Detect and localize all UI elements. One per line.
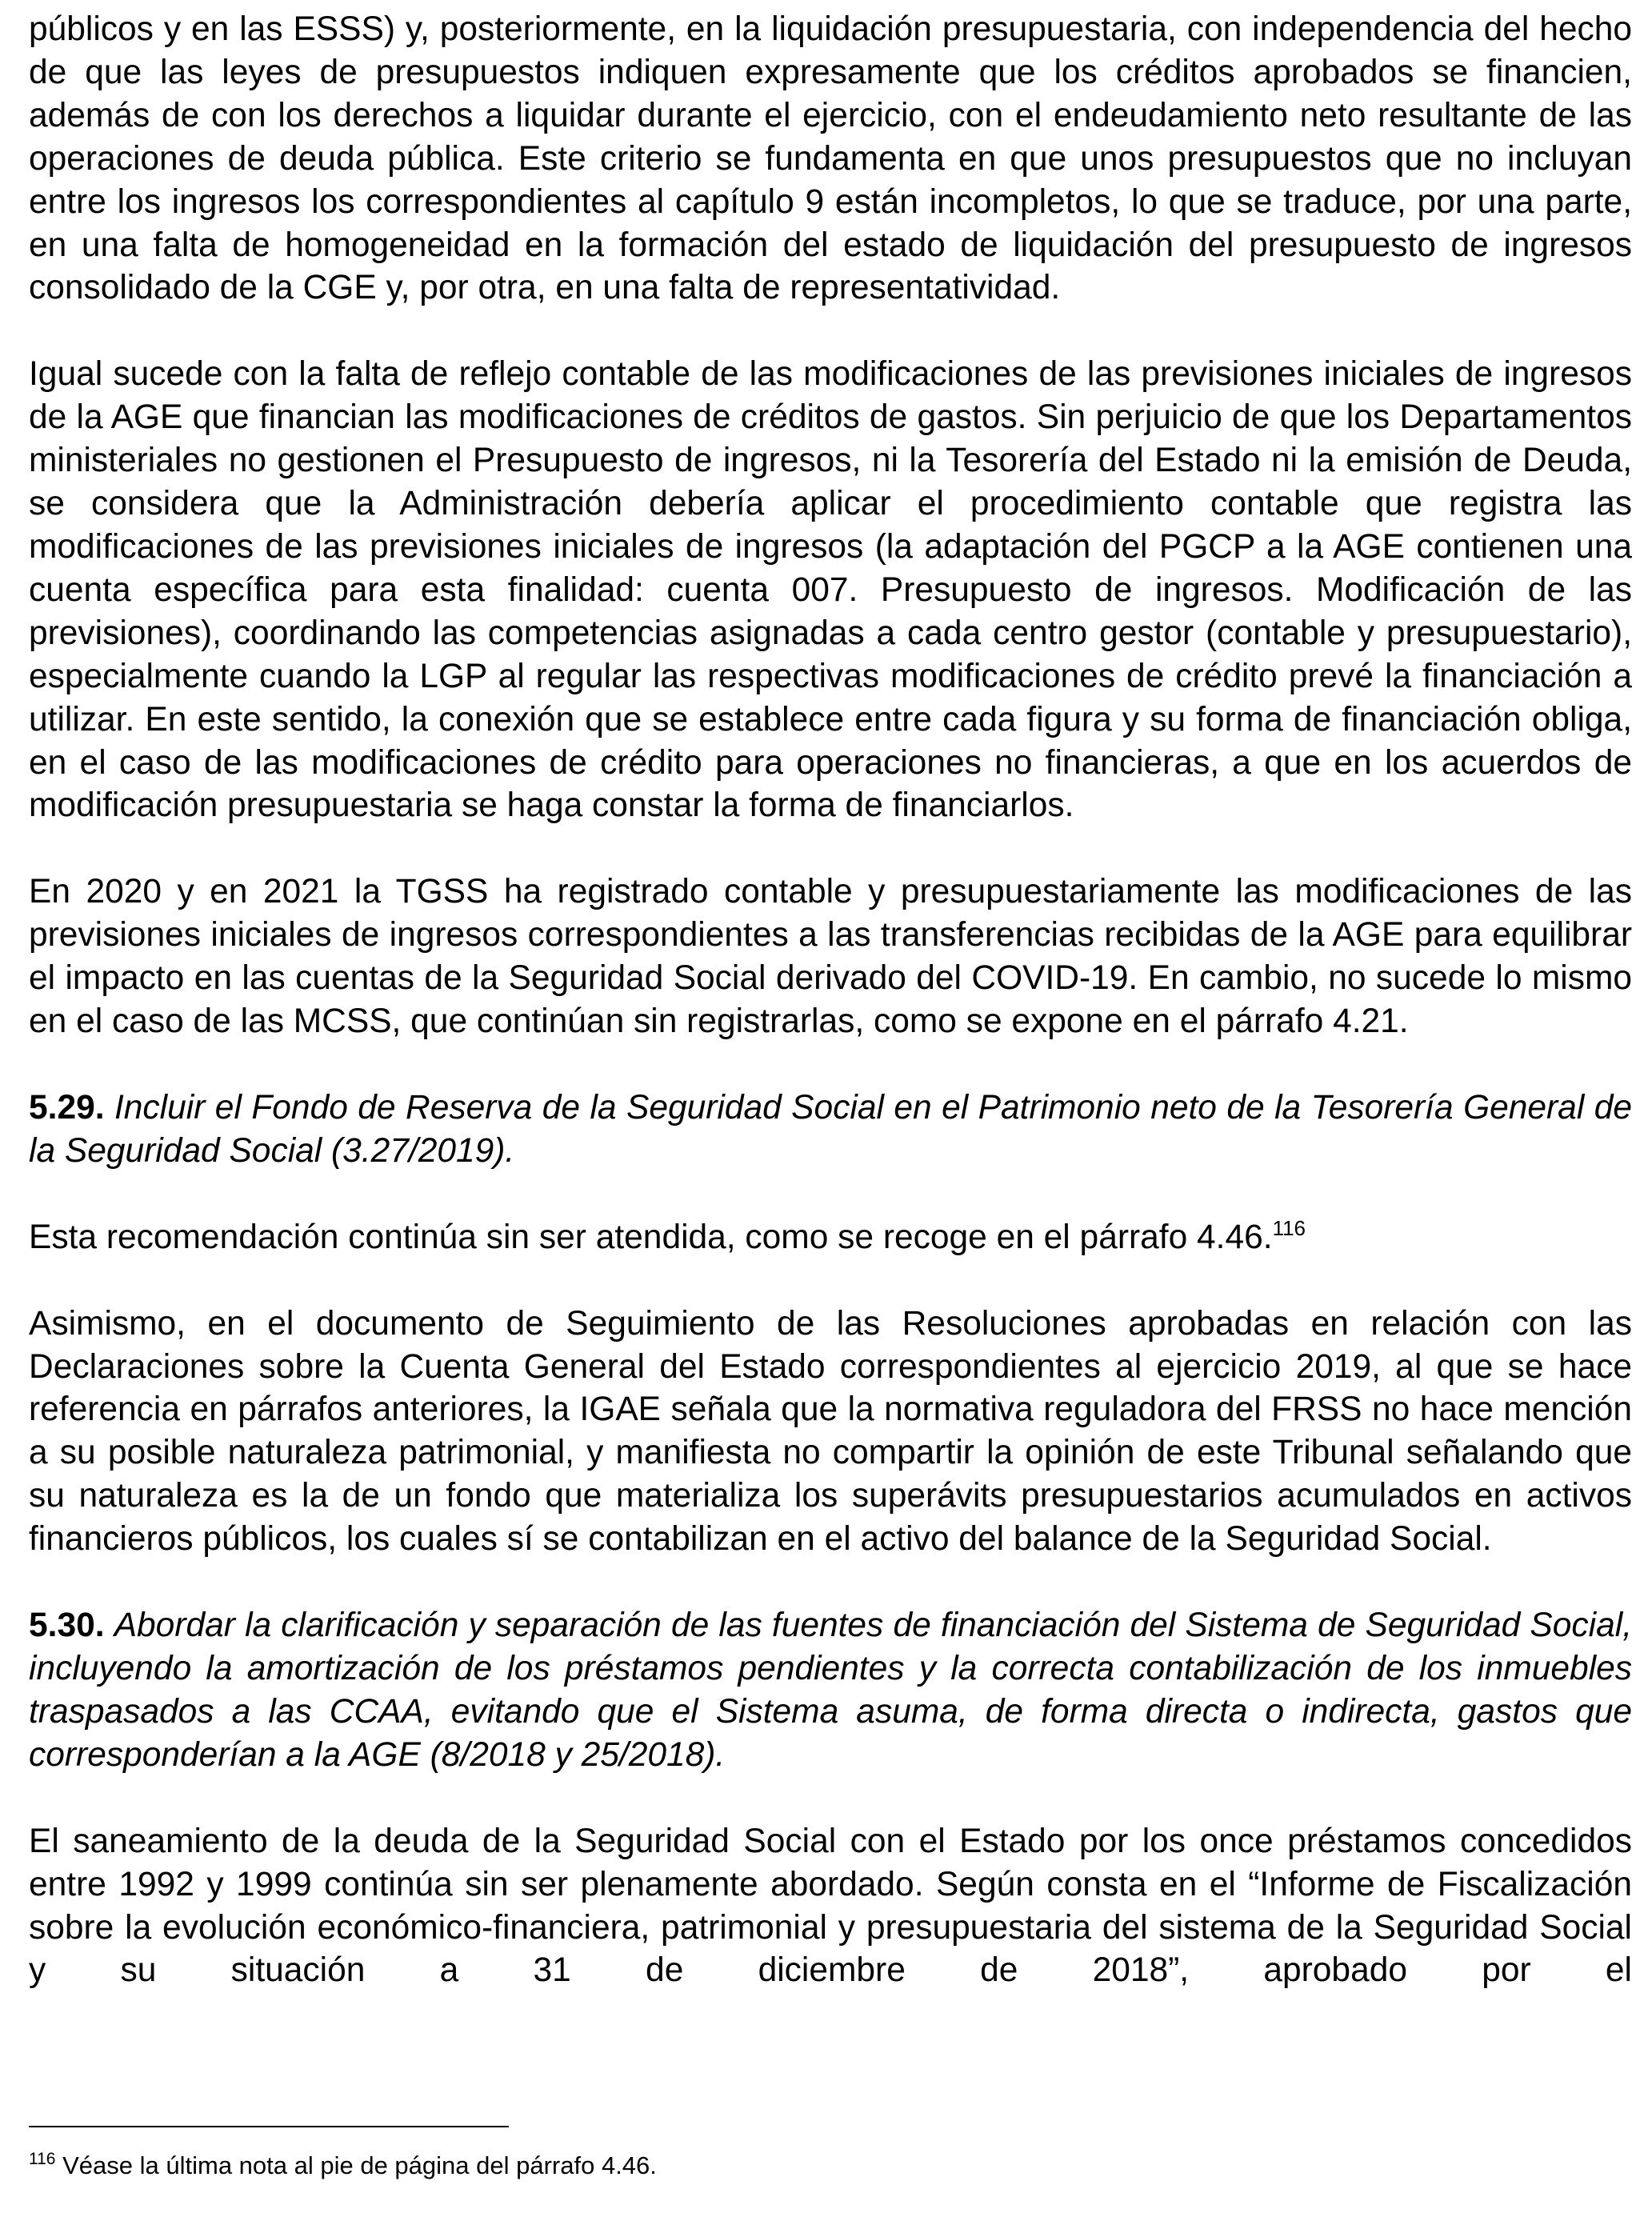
recommendation-number: 5.30. xyxy=(29,1607,105,1645)
footnote-reference[interactable]: 116 xyxy=(1272,1215,1306,1240)
paragraph-debt-restructuring: El saneamiento de la deuda de la Seguridad Social con el Estado por los once préstamos concedidos entre 1992 y 1999 continúa sin ser plenamente abordado. Según consta en el “Informe de Fiscalización sobre la evolución económico-financiera, patrimonial y presupuestaria del sistema de la Seguridad Social y su situación a 31 de diciembre de 2018”, aprobado por el xyxy=(29,1822,1632,1990)
footnote-116 xyxy=(29,2151,657,2181)
paragraph-recommendation-status xyxy=(29,1216,1632,1259)
recommendation-text: Abordar la clarificación y separación de las fuentes de financiación del Sistema de Seguridad Social, incluyendo la amortización de los préstamos pendientes y la correcta contabilización de los inmuebles traspasados a las CCAA, evitando que el Sistema asuma, de forma directa o indirecta, gastos que corresponderían a la AGE (8/2018 y 25/2018). xyxy=(29,1607,1632,1774)
paragraph-tgss-2020-2021: En 2020 y en 2021 la TGSS ha registrado contable y presupuestariamente las modificaciones de las previsiones iniciales de ingresos correspondientes a las transferencias recibidas de la AGE para equilibrar el impacto en las cuentas de la Seguridad Social derivado del COVID-19. En cambio, no sucede lo mismo en el caso de las MCSS, que continúan sin registrarlas, como se expone en el párrafo 4.21. xyxy=(29,873,1632,1041)
paragraph-text: Esta recomendación continúa sin ser atendida, como se recoge en el párrafo 4.46. xyxy=(29,1218,1273,1256)
recommendation-number: 5.29. xyxy=(29,1088,105,1127)
recommendation-5-30 xyxy=(29,1604,1632,1777)
recommendation-text: Incluir el Fondo de Reserva de la Seguridad Social en el Patrimonio neto de la Tesorería General de la Seguridad Social (3.27/2019). xyxy=(29,1088,1632,1170)
paragraph-budget-criterion: públicos y en las ESSS) y, posteriormente, en la liquidación presupuestaria, con independencia del hecho de que las leyes de presupuestos indiquen expresamente que los créditos aprobados se financien, además de con los derechos a liquidar durante el ejercicio, con el endeudamiento neto resultante de las operaciones de deuda pública. Este criterio se fundamenta en que unos presupuestos que no incluyan entre los ingresos los correspondientes al capítulo 9 están incompletos, lo que se traduce, por una parte, en una falta de homogeneidad en la formación del estado de liquidación del presupuesto de ingresos consolidado de la CGE y, por otra, en una falta de representatividad. xyxy=(29,10,1632,307)
recommendation-5-29 xyxy=(29,1086,1632,1173)
footnote-number: 116 xyxy=(29,2150,56,2168)
document-body xyxy=(29,8,1632,2035)
footnote-text: Véase la última nota al pie de página del párrafo 4.46. xyxy=(62,2151,657,2179)
footnote-divider xyxy=(29,2126,509,2127)
paragraph-igae-opinion: Asimismo, en el documento de Seguimiento de las Resoluciones aprobadas en relación con las Declaraciones sobre la Cuenta General del Estado correspondientes al ejercicio 2019, al que se hace referencia en párrafos anteriores, la IGAE señala que la normativa reguladora del FRSS no hace mención a su posible naturaleza patrimonial, y manifiesta no compartir la opinión de este Tribunal señalando que su naturaleza es la de un fondo que materializa los superávits presupuestarios acumulados en activos financieros públicos, los cuales sí se contabilizan en el activo del balance de la Seguridad Social. xyxy=(29,1304,1632,1559)
paragraph-income-modifications: Igual sucede con la falta de reflejo contable de las modificaciones de las previsiones iniciales de ingresos de la AGE que financian las modificaciones de créditos de gastos. Sin perjuicio de que los Departamentos ministeriales no gestionen el Presupuesto de ingresos, ni la Tesorería del Estado ni la emisión de Deuda, se considera que la Administración debería aplicar el procedimiento contable que registra las modificaciones de las previsiones iniciales de ingresos (la adaptación del PGCP a la AGE contienen una cuenta específica para esta finalidad: cuenta 007. Presupuesto de ingresos. Modificación de las previsiones), coordinando las competencias asignadas a cada centro gestor (contable y presupuestario), especialmente cuando la LGP al regular las respectivas modificaciones de crédito prevé la financiación a utilizar. En este sentido, la conexión que se establece entre cada figura y su forma de financiación obliga, en el caso de las modificaciones de crédito para operaciones no financieras, a que en los acuerdos de modificación presupuestaria se haga constar la forma de financiarlos. xyxy=(29,355,1632,825)
